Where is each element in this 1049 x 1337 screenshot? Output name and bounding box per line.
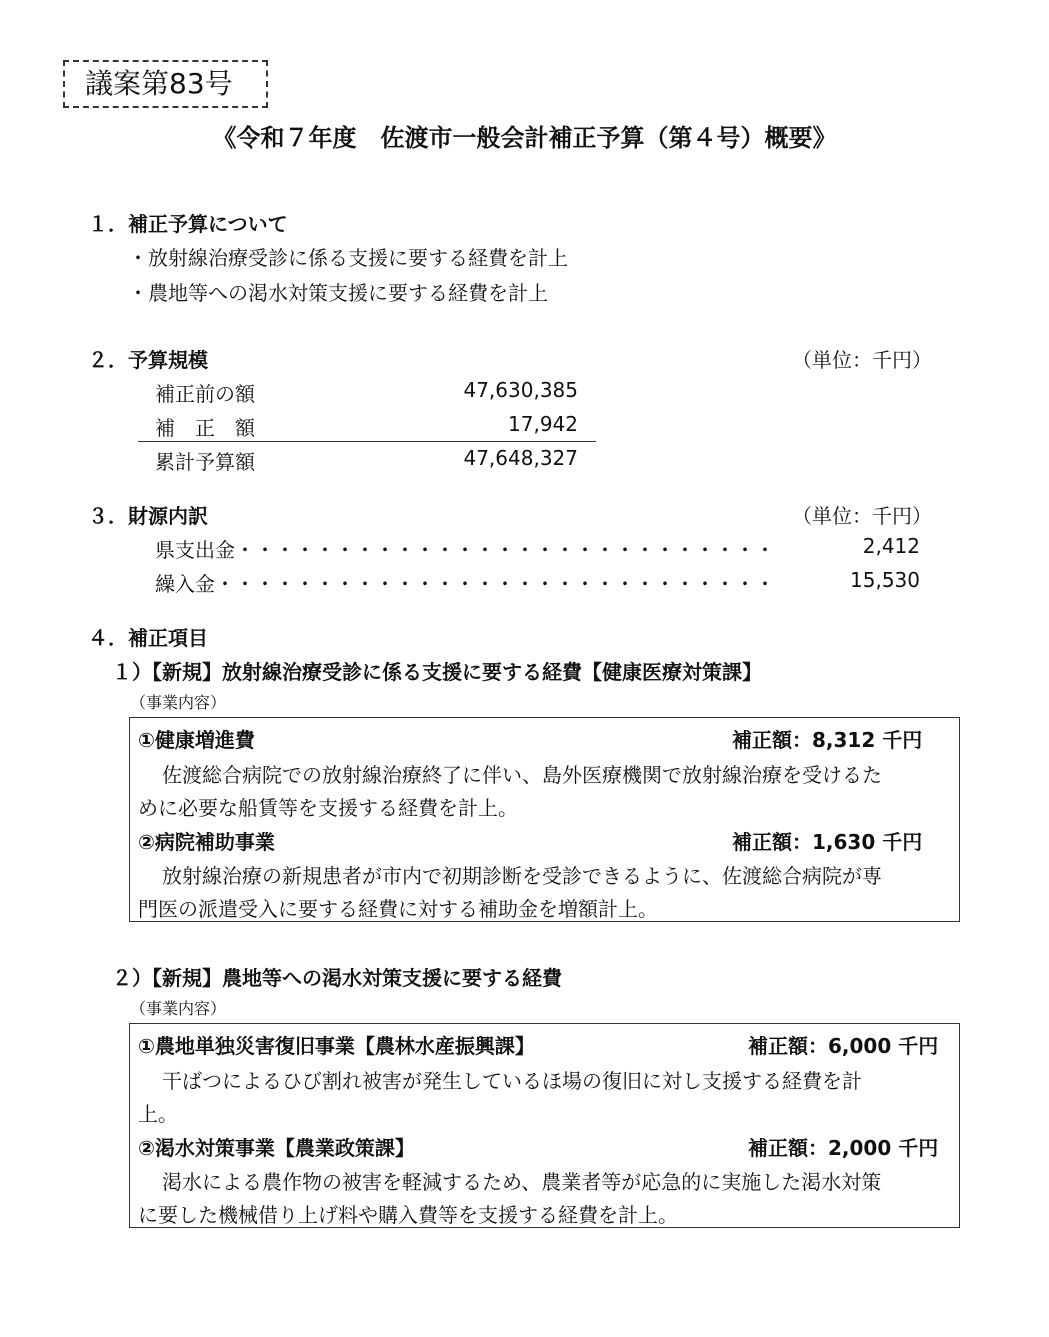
section1-bullet: ・放射線治療受診に係る支援に要する経費を計上 (128, 246, 568, 270)
entry-description: 渇水による農作物の被害を軽減するため、農業者等が応急的に実施した渇水対策 (162, 1170, 882, 1194)
entry-amount: 補正額：8,312 千円 (732, 728, 923, 752)
section3-unit: （単位：千円） (792, 504, 932, 528)
funding-row-value: 2,412 (862, 534, 920, 558)
entry-description: 上。 (138, 1102, 178, 1126)
budget-row-label: 補 正 額 (155, 416, 255, 440)
funding-row-value: 15,530 (850, 568, 920, 592)
entry-description: 門医の派遣受入に要する経費に対する補助金を増額計上。 (138, 897, 658, 921)
entry-amount: 補正額：2,000 千円 (748, 1136, 939, 1160)
entry-description: に要した機械借り上げ料や購入費等を支援する経費を計上。 (138, 1203, 678, 1227)
entry-description: 佐渡総合病院での放射線治療終了に伴い、島外医療機関で放射線治療を受けるた (162, 763, 882, 787)
item-note: （事業内容） (130, 999, 227, 1018)
entry-name: ②病院補助事業 (138, 830, 275, 854)
entry-description: 干ばつによるひび割れ被害が発生しているほ場の復旧に対し支援する経費を計 (162, 1069, 862, 1093)
entry-description: めに必要な船賃等を支援する経費を計上。 (138, 796, 518, 820)
funding-row-label: 繰入金・・・・・・・・・・・・・・・・・・・・・・・・・・・・ (155, 572, 775, 596)
section2-heading: ２．予算規模 (88, 348, 208, 372)
sum-rule (138, 441, 596, 442)
section4-heading: ４．補正項目 (88, 626, 208, 650)
document-title: 《令和７年度 佐渡市一般会計補正予算（第４号）概要》 (212, 124, 837, 152)
section1-heading: １．補正予算について (88, 212, 288, 236)
entry-amount: 補正額：6,000 千円 (748, 1034, 939, 1058)
budget-row-value: 17,942 (508, 412, 578, 436)
entry-name: ②渇水対策事業【農業政策課】 (138, 1136, 415, 1160)
bill-number-badge: 議案第83号 (63, 60, 268, 108)
entry-description: 放射線治療の新規患者が市内で初期診断を受診できるように、佐渡総合病院が専 (162, 864, 882, 888)
section3-heading: ３．財源内訳 (88, 504, 208, 528)
budget-row-value: 47,630,385 (463, 378, 578, 402)
item-note: （事業内容） (130, 693, 227, 712)
section2-unit: （単位：千円） (792, 348, 932, 372)
section1-bullet: ・農地等への渇水対策支援に要する経費を計上 (128, 281, 548, 305)
entry-amount: 補正額：1,630 千円 (732, 830, 923, 854)
budget-row-label: 補正前の額 (155, 382, 255, 406)
entry-name: ①農地単独災害復旧事業【農林水産振興課】 (138, 1034, 535, 1058)
item-heading: １）【新規】放射線治療受診に係る支援に要する経費【健康医療対策課】 (112, 660, 762, 684)
budget-row-value: 47,648,327 (463, 446, 578, 470)
item-heading: ２）【新規】農地等への渇水対策支援に要する経費 (112, 966, 562, 990)
budget-row-label: 累計予算額 (155, 450, 255, 474)
entry-name: ①健康増進費 (138, 728, 255, 752)
funding-row-label: 県支出金・・・・・・・・・・・・・・・・・・・・・・・・・・・ (155, 538, 775, 562)
